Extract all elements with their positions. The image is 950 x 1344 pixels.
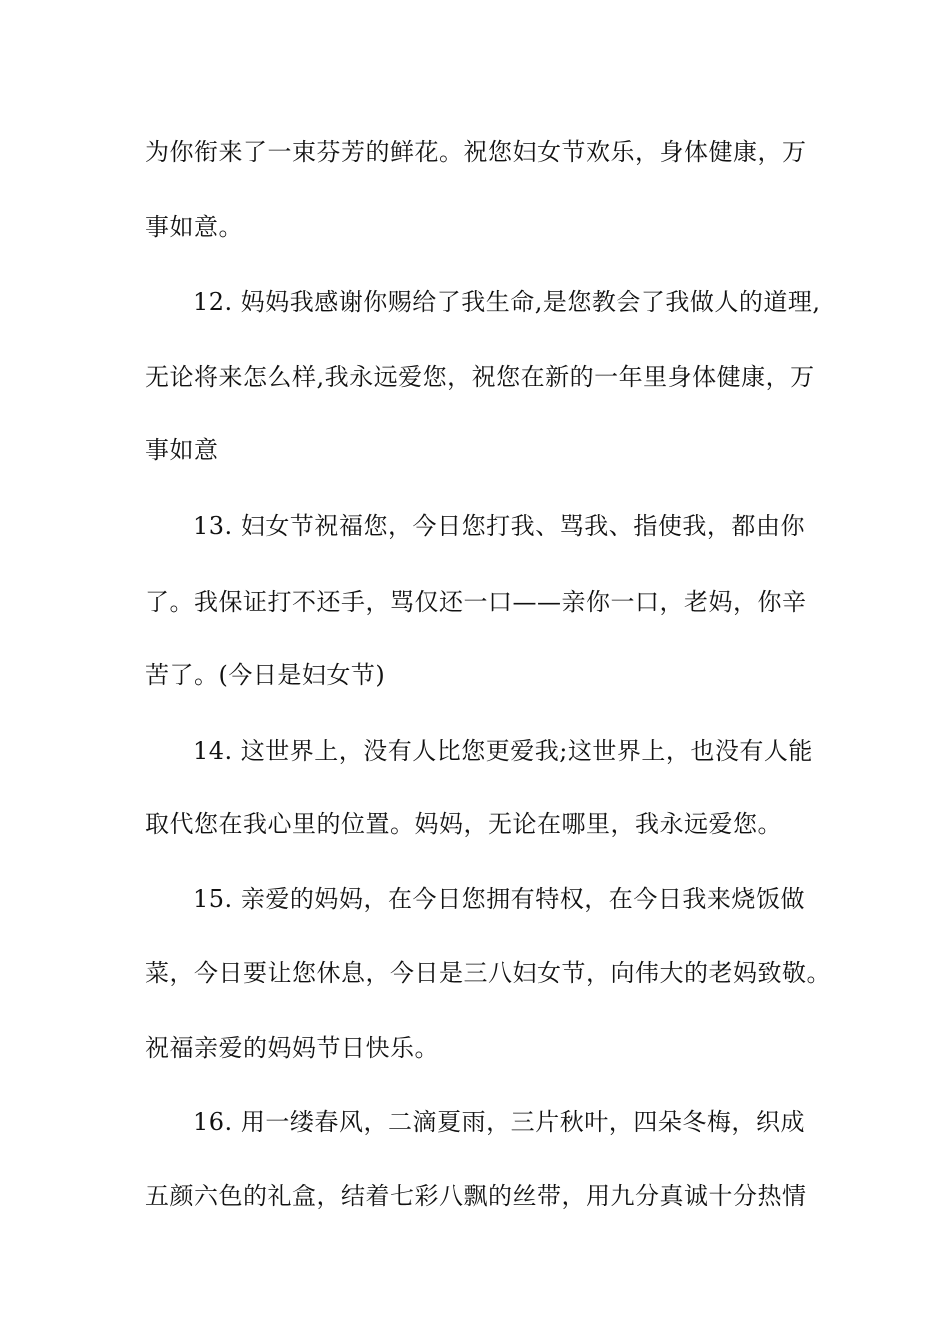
list-item-12-line: 12. 妈妈我感谢你赐给了我生命,是您教会了我做人的道理, <box>193 288 821 316</box>
text-line: 无论将来怎么样,我永远爱您，祝您在新的一年里身体健康，万 <box>145 363 815 391</box>
text-line: 为你衔来了一束芬芳的鲜花。祝您妇女节欢乐，身体健康，万 <box>145 138 807 166</box>
text-line: 五颜六色的礼盒，结着七彩八飘的丝带，用九分真诚十分热情 <box>145 1182 807 1210</box>
text-line: 祝福亲爱的妈妈节日快乐。 <box>145 1034 439 1062</box>
text-line: 事如意。 <box>145 213 243 241</box>
list-item-14-line: 14. 这世界上，没有人比您更爱我;这世界上，也没有人能 <box>193 737 813 765</box>
list-item-16-line: 16. 用一缕春风，二滴夏雨，三片秋叶，四朵冬梅，织成 <box>193 1108 805 1136</box>
list-item-15-line: 15. 亲爱的妈妈，在今日您拥有特权，在今日我来烧饭做 <box>193 885 805 913</box>
text-line: 取代您在我心里的位置。妈妈，无论在哪里，我永远爱您。 <box>145 810 782 838</box>
text-line: 苦了。(今日是妇女节) <box>145 661 386 689</box>
text-line: 了。我保证打不还手，骂仅还一口——亲你一口，老妈，你辛 <box>145 588 807 616</box>
list-item-13-line: 13. 妇女节祝福您，今日您打我、骂我、指使我，都由你 <box>193 512 805 540</box>
text-line: 事如意 <box>145 436 219 464</box>
text-line: 菜，今日要让您休息，今日是三八妇女节，向伟大的老妈致敬。 <box>145 959 831 987</box>
